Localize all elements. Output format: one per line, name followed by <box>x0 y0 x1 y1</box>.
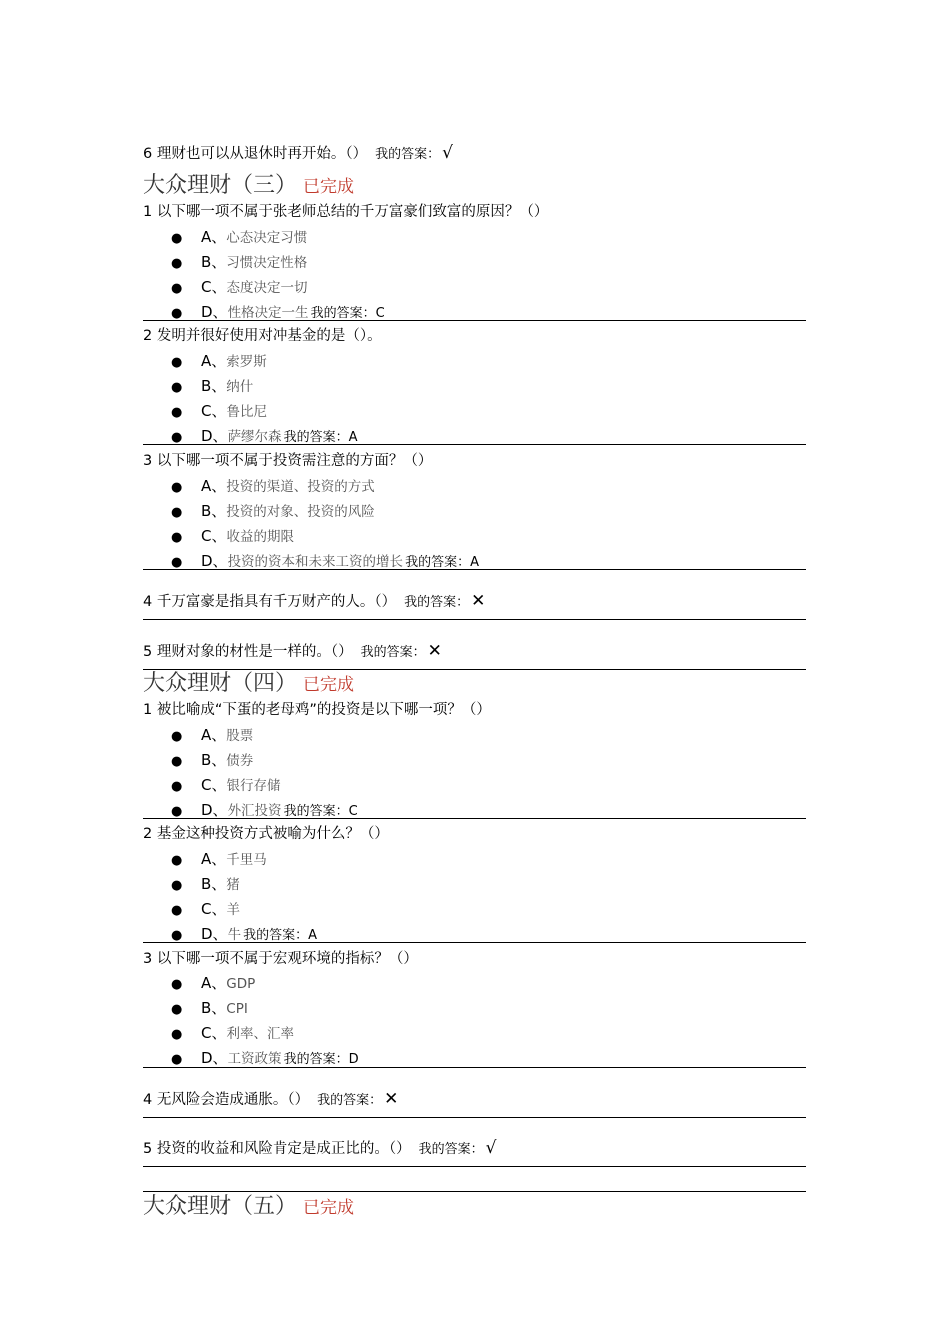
option-text: 牛 <box>227 927 242 943</box>
option-letter: C、 <box>201 900 227 918</box>
divider <box>143 320 806 321</box>
bullet-icon: ● <box>171 306 183 321</box>
bullet-icon: ● <box>171 878 183 893</box>
bullet-icon: ● <box>171 355 183 370</box>
option-item <box>171 277 307 299</box>
option-letter: A、 <box>201 974 227 992</box>
bullet-icon: ● <box>171 530 183 545</box>
divider <box>143 1117 806 1118</box>
option-text: 投资的资本和未来工资的增长 <box>227 554 404 570</box>
question-text: 2 发明并很好使用对冲基金的是（）。 <box>143 328 382 344</box>
option-text: 千里马 <box>226 852 267 868</box>
bullet-icon: ● <box>171 754 183 769</box>
option-text: 纳什 <box>226 379 254 395</box>
option-item <box>171 725 253 747</box>
question-text: 3 以下哪一项不属于宏观环境的指标？（） <box>143 951 418 967</box>
question-text: 1 以下哪一项不属于张老师总结的千万富豪们致富的原因？（） <box>143 204 549 220</box>
option-item <box>171 501 375 523</box>
option-item <box>171 899 240 921</box>
question-text: 2 基金这种投资方式被喻为什么？（） <box>143 826 389 842</box>
option-letter: D、 <box>201 427 228 445</box>
section-heading <box>143 1192 354 1223</box>
answer-label: 我的答案：A <box>243 928 317 943</box>
option-letter: A、 <box>201 228 227 246</box>
answer-label: 我的答案：A <box>405 555 479 570</box>
option-letter: B、 <box>201 751 227 769</box>
option-item <box>171 526 294 548</box>
divider <box>143 569 806 570</box>
bullet-icon: ● <box>171 430 183 445</box>
option-text: 投资的对象、投资的风险 <box>226 504 375 520</box>
option-letter: B、 <box>201 377 227 395</box>
status-badge: 已完成 <box>303 675 355 695</box>
option-letter: C、 <box>201 527 227 545</box>
question-item <box>143 1089 398 1111</box>
option-letter: D、 <box>201 801 228 819</box>
bullet-icon: ● <box>171 380 183 395</box>
divider <box>143 942 806 943</box>
option-letter: C、 <box>201 278 227 296</box>
question-text: 5 投资的收益和风险肯定是成正比的。（） <box>143 1141 411 1157</box>
option-item <box>171 376 253 398</box>
cross-icon: ✕ <box>471 591 486 611</box>
bullet-icon: ● <box>171 804 183 819</box>
section-heading <box>143 669 354 700</box>
cross-icon: ✕ <box>384 1089 399 1109</box>
divider <box>143 619 806 620</box>
option-text: 索罗斯 <box>226 354 267 370</box>
option-item <box>171 775 280 797</box>
section-heading <box>143 171 354 202</box>
answer-label: 我的答案： <box>375 147 441 162</box>
option-text: CPI <box>226 1001 248 1017</box>
answer-label: 我的答案： <box>404 595 470 610</box>
option-letter: D、 <box>201 552 228 570</box>
option-letter: B、 <box>201 875 227 893</box>
option-text: GDP <box>226 976 256 992</box>
option-letter: A、 <box>201 352 227 370</box>
question-text: 4 千万富豪是指具有千万财产的人。（） <box>143 594 397 610</box>
option-item <box>171 750 253 772</box>
option-item <box>171 351 267 373</box>
question-item <box>143 591 485 613</box>
question-text: 5 理财对象的材性是一样的。（） <box>143 644 353 660</box>
question-text: 3 以下哪一项不属于投资需注意的方面？（） <box>143 453 433 469</box>
bullet-icon: ● <box>171 1002 183 1017</box>
option-letter: B、 <box>201 502 227 520</box>
option-text: 利率、汇率 <box>226 1026 294 1042</box>
divider <box>143 444 806 445</box>
answer-label: 我的答案：A <box>283 430 358 445</box>
status-badge: 已完成 <box>303 1198 355 1218</box>
option-item <box>171 998 248 1020</box>
bullet-icon: ● <box>171 903 183 918</box>
option-letter: A、 <box>201 477 227 495</box>
option-text: 性格决定一生 <box>227 305 309 321</box>
option-text: 萨缪尔森 <box>227 429 282 445</box>
option-text: 工资政策 <box>227 1051 282 1067</box>
answer-label: 我的答案：D <box>283 1052 359 1067</box>
answer-label: 我的答案： <box>418 1142 484 1157</box>
answer-label: 我的答案：C <box>310 306 385 321</box>
bullet-icon: ● <box>171 256 183 271</box>
option-text: 猪 <box>226 877 240 893</box>
divider <box>143 1166 806 1167</box>
question-item <box>143 143 453 165</box>
option-letter: A、 <box>201 726 227 744</box>
cross-icon: ✕ <box>427 641 442 661</box>
option-letter: A、 <box>201 850 227 868</box>
option-letter: C、 <box>201 776 227 794</box>
status-badge: 已完成 <box>303 177 355 197</box>
section-title: 大众理财（五） <box>143 1194 298 1219</box>
option-item <box>171 227 307 249</box>
option-letter: C、 <box>201 402 227 420</box>
bullet-icon: ● <box>171 779 183 794</box>
divider <box>143 1067 806 1068</box>
option-text: 股票 <box>226 728 254 744</box>
option-letter: C、 <box>201 1024 227 1042</box>
option-letter: D、 <box>201 1049 228 1067</box>
bullet-icon: ● <box>171 555 183 570</box>
option-text: 态度决定一切 <box>226 280 308 296</box>
answer-label: 我的答案： <box>360 645 426 660</box>
question-item <box>143 1138 496 1160</box>
section-title: 大众理财（三） <box>143 173 298 198</box>
bullet-icon: ● <box>171 729 183 744</box>
bullet-icon: ● <box>171 505 183 520</box>
question-text: 4 无风险会造成通胀。（） <box>143 1092 310 1108</box>
question-text: 6 理财也可以从退休时再开始。（） <box>143 146 368 162</box>
option-item <box>171 973 255 995</box>
option-letter: D、 <box>201 303 228 321</box>
option-text: 债券 <box>226 753 254 769</box>
option-item <box>171 874 240 896</box>
section-title: 大众理财（四） <box>143 671 298 696</box>
option-letter: B、 <box>201 999 227 1017</box>
bullet-icon: ● <box>171 928 183 943</box>
option-text: 心态决定习惯 <box>226 230 308 246</box>
bullet-icon: ● <box>171 405 183 420</box>
checkmark-icon: √ <box>442 143 453 163</box>
option-text: 鲁比尼 <box>226 404 267 420</box>
option-letter: B、 <box>201 253 227 271</box>
option-text: 习惯决定性格 <box>226 255 308 271</box>
bullet-icon: ● <box>171 1052 183 1067</box>
bullet-icon: ● <box>171 231 183 246</box>
bullet-icon: ● <box>171 281 183 296</box>
bullet-icon: ● <box>171 480 183 495</box>
bullet-icon: ● <box>171 853 183 868</box>
option-text: 羊 <box>226 902 240 918</box>
bullet-icon: ● <box>171 977 183 992</box>
option-item <box>171 252 307 274</box>
option-item <box>171 401 267 423</box>
option-text: 外汇投资 <box>227 803 282 819</box>
divider <box>143 818 806 819</box>
option-letter: D、 <box>201 925 228 943</box>
question-text: 1 被比喻成“下蛋的老母鸡”的投资是以下哪一项？（） <box>143 702 491 718</box>
option-item <box>171 849 267 871</box>
bullet-icon: ● <box>171 1027 183 1042</box>
answer-label: 我的答案：C <box>283 804 358 819</box>
option-item <box>171 1023 294 1045</box>
option-text: 投资的渠道、投资的方式 <box>226 479 375 495</box>
question-item <box>143 641 442 663</box>
option-text: 银行存储 <box>226 778 281 794</box>
option-item <box>171 476 375 498</box>
option-text: 收益的期限 <box>226 529 294 545</box>
checkmark-icon: √ <box>485 1138 497 1158</box>
answer-label: 我的答案： <box>317 1093 383 1108</box>
